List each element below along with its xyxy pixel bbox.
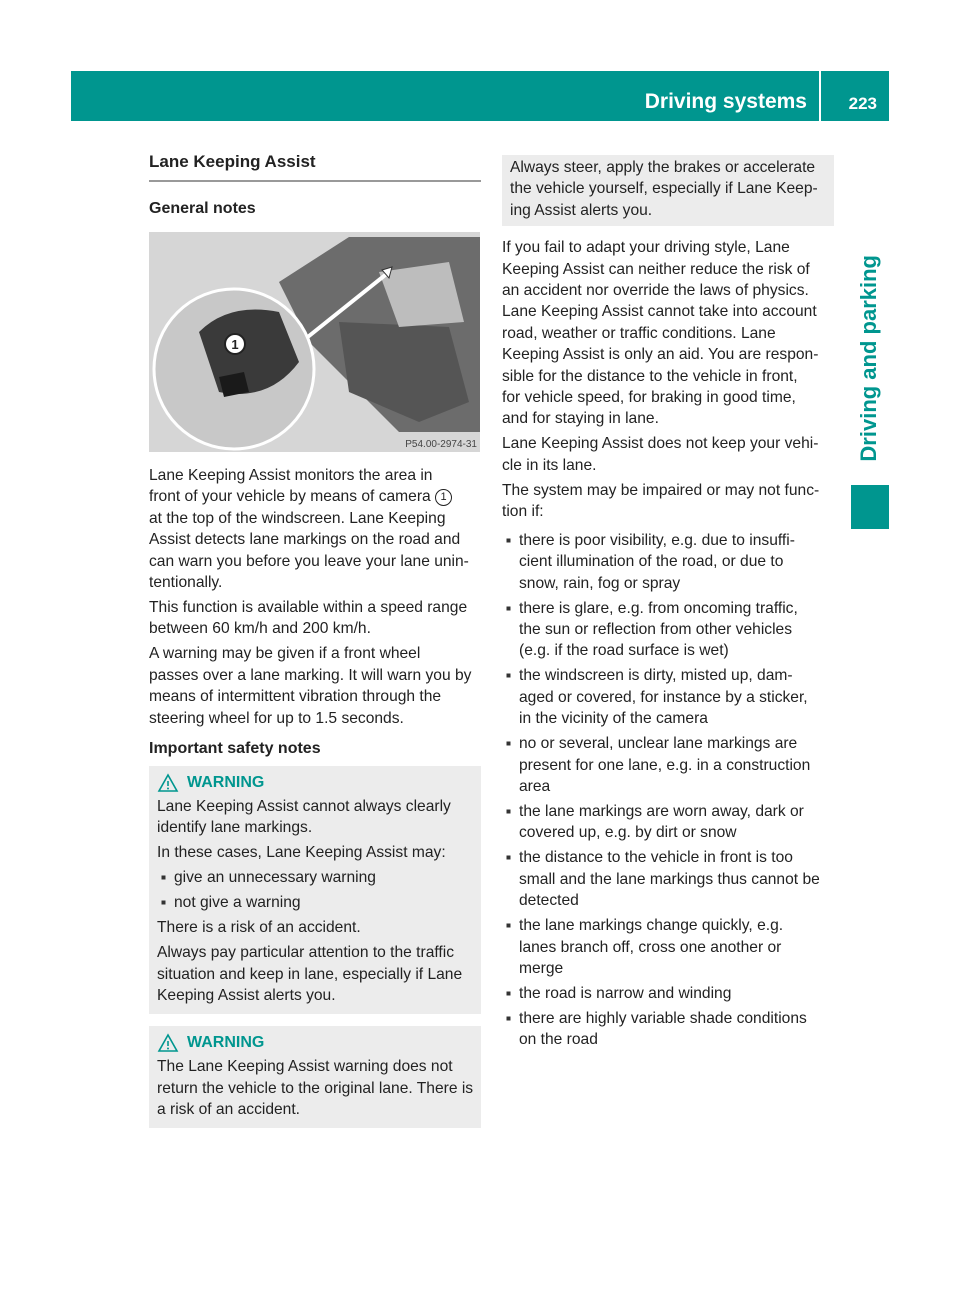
paragraph: The system may be impaired or may not func- tion if: <box>502 481 820 521</box>
page-number: 223 <box>848 94 877 113</box>
warning-text: Lane Keeping Assist cannot always clearly identify lane markings. <box>157 798 451 837</box>
warning-triangle-icon <box>157 1033 179 1053</box>
warning-label: WARNING <box>187 1034 265 1052</box>
list-item: the lane markings are worn away, dark or covered up, e.g. by dirt or snow <box>502 801 834 844</box>
warning-header <box>157 770 473 796</box>
section-title: Driving systems <box>645 71 821 121</box>
warning-text: Always pay particular attention to the traffic situation and keep in lane, especially if Lane Keeping Assist alerts you. <box>157 944 463 1005</box>
page-header <box>71 71 889 121</box>
paragraph-text: Lane Keeping Assist monitors the area in front of your vehicle by means of camera <box>149 467 433 506</box>
list-item: there are highly variable shade conditions on the road <box>502 1008 834 1051</box>
paragraph-text: at the top of the windscreen. Lane Keeping Assist detects lane markings on the road and can warn you before you leave your lane unin- tentionally. <box>149 509 469 592</box>
warning-label: WARNING <box>187 774 265 792</box>
subheading-safety-notes: Important safety notes <box>149 740 321 758</box>
car-interior-image <box>149 232 480 452</box>
section-heading: Lane Keeping Assist <box>149 150 481 182</box>
warning-header <box>157 1030 473 1056</box>
list-item: there is glare, e.g. from oncoming traffic, the sun or reflection from other vehicles (e.g. if the road surface is wet) <box>502 598 834 662</box>
side-tab-marker <box>851 485 889 529</box>
paragraph: This function is available within a speed range between 60 km/h and 200 km/h. <box>149 599 468 638</box>
list-item: the lane markings change quickly, e.g. lanes branch off, cross one another or merge <box>502 915 834 979</box>
list-item: there is poor visibility, e.g. due to insuffi- cient illumination of the road, or due to snow, rain, fog or spray <box>502 530 834 594</box>
subheading-general-notes: General notes <box>149 200 256 217</box>
paragraph <box>149 465 481 593</box>
paragraph: If you fail to adapt your driving style, Lane Keeping Assist can neither reduce the risk of an accident nor override the laws of physics. Lane Keeping Assist cannot take into account road, weather or traffic conditions. Lane Keeping Assist is only an aid. You are respon- sible for the distance to the vehicle in front, for vehicle speed, for braking in good time, and for staying in lane. <box>502 239 819 428</box>
note-text: Always steer, apply the brakes or accelerate the vehicle yourself, especially if Lane Keep- ing Assist alerts you. <box>510 159 818 219</box>
warning-text: In these cases, Lane Keeping Assist may: <box>157 844 446 862</box>
side-tab <box>849 255 889 475</box>
paragraph: A warning may be given if a front wheel passes over a lane marking. It will warn you by means of intermittent vibration through the steering wheel for up to 1.5 seconds. <box>149 645 472 727</box>
list-item: give an unnecessary warning <box>157 867 473 888</box>
warning-text: There is a risk of an accident. <box>157 919 361 937</box>
list-item: the distance to the vehicle in front is too small and the lane markings thus cannot be detected <box>502 847 834 911</box>
paragraph: Lane Keeping Assist does not keep your vehi- cle in its lane. <box>502 435 819 474</box>
warning-box <box>149 766 481 1014</box>
camera-illustration <box>149 232 480 452</box>
note-box <box>502 155 834 226</box>
warning-triangle-icon <box>157 773 179 793</box>
side-tab-label: Driving and parking <box>856 255 881 462</box>
warning-text: The Lane Keeping Assist warning does not return the vehicle to the original lane. There is a risk of an accident. <box>157 1058 474 1119</box>
image-code: P54.00-2974-31 <box>405 439 477 450</box>
list-item: no or several, unclear lane markings are present for one lane, e.g. in a construction area <box>502 733 834 797</box>
right-column <box>502 155 834 1054</box>
list-item: the windscreen is dirty, misted up, dam- aged or covered, for instance by a sticker, in the vicinity of the camera <box>502 665 834 729</box>
left-column <box>149 150 481 1128</box>
list-item: the road is narrow and winding <box>502 983 834 1004</box>
callout-1-label: 1 <box>231 337 239 352</box>
list-item: not give a warning <box>157 892 473 913</box>
warning-box <box>149 1026 481 1128</box>
camera-callout-icon: 1 <box>435 489 452 506</box>
